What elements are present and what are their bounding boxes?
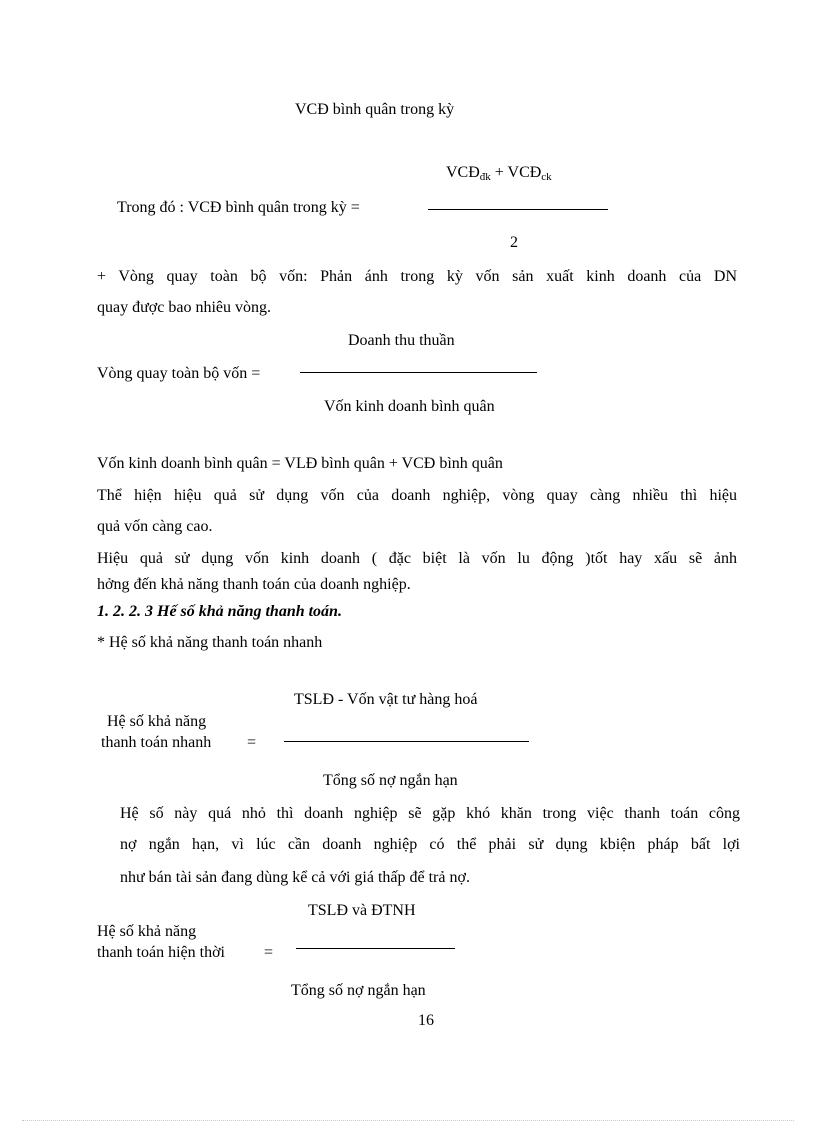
hien-thoi-formula-denominator: Tổng số nợ ngắn hạn: [291, 982, 426, 999]
von-kinh-doanh-equation: Vốn kinh doanh bình quân = VLĐ bình quân + VCĐ bình quân: [97, 455, 503, 472]
hien-thoi-formula-numerator: TSLĐ và ĐTNH: [308, 902, 416, 919]
vcd-formula-numerator: $VCĐ_{đk}$ + $VCĐ_{ck}$: [446, 164, 552, 183]
vcd-formula-lhs: Trong đó : VCĐ bình quân trong kỳ =: [117, 199, 360, 216]
hien-thoi-formula-equals: =: [264, 944, 274, 961]
para-hieu-qua-line2: hởng đến khả năng thanh toán của doanh nghiệp.: [97, 576, 411, 593]
nhanh-fraction-bar: [284, 741, 529, 742]
nhanh-formula-lhs-line1: Hệ số khả năng: [107, 713, 207, 730]
page-bottom-rule: [22, 1120, 794, 1121]
page-number: 16: [418, 1012, 434, 1029]
para-vong-quay-line2: quay được bao nhiêu vòng.: [97, 299, 271, 316]
vcd-formula-denominator: 2: [510, 234, 518, 251]
nhanh-formula-equals: =: [247, 734, 257, 751]
section-heading: 1. 2. 2. 3 Hế số khả năng thanh toán.: [97, 603, 342, 620]
bullet-thanh-toan-nhanh: * Hệ số khả năng thanh toán nhanh: [97, 634, 323, 651]
nhanh-formula-numerator: TSLĐ - Vốn vật tư hàng hoá: [294, 691, 478, 708]
hien-thoi-formula-lhs-line2: thanh toán hiện thời: [97, 944, 225, 961]
hien-thoi-formula-lhs-line1: Hệ số khả năng: [97, 923, 197, 940]
vong-quay-fraction-bar: [300, 372, 537, 373]
nhanh-formula-denominator: Tổng số nợ ngắn hạn: [323, 772, 458, 789]
para-hieu-qua-line1: Hiệu quả sử dụng vốn kinh doanh ( đặc biệt là vốn lu động )tốt hay xấu sẽ ảnh: [97, 550, 737, 567]
vcd-fraction-bar: [428, 209, 608, 210]
para-the-hien-line1: Thể hiện hiệu quả sử dụng vốn của doanh nghiệp, vòng quay càng nhiều thì hiệu: [97, 487, 737, 504]
vong-quay-formula-numerator: Doanh thu thuần: [348, 332, 455, 349]
prev-formula-denominator: VCĐ bình quân trong kỳ: [295, 101, 455, 118]
vong-quay-formula-denominator: Vốn kinh doanh bình quân: [324, 398, 495, 415]
hien-thoi-fraction-bar: [296, 948, 455, 949]
vong-quay-formula-lhs: Vòng quay toàn bộ vốn =: [97, 365, 261, 382]
para-vong-quay-line1: + Vòng quay toàn bộ vốn: Phản ánh trong kỳ vốn sản xuất kinh doanh của DN: [97, 268, 737, 285]
para-he-so-line3: như bán tài sản đang dùng kể cả với giá thấp để trả nợ.: [120, 869, 470, 886]
para-the-hien-line2: quả vốn càng cao.: [97, 518, 213, 535]
nhanh-formula-lhs-line2: thanh toán nhanh: [101, 734, 212, 751]
para-he-so-line1: Hệ số này quá nhỏ thì doanh nghiệp sẽ gặp khó khăn trong việc thanh toán công: [120, 805, 740, 822]
para-he-so-line2: nợ ngắn hạn, vì lúc cần doanh nghiệp có thể phải sử dụng kbiện pháp bất lợi: [120, 836, 740, 853]
